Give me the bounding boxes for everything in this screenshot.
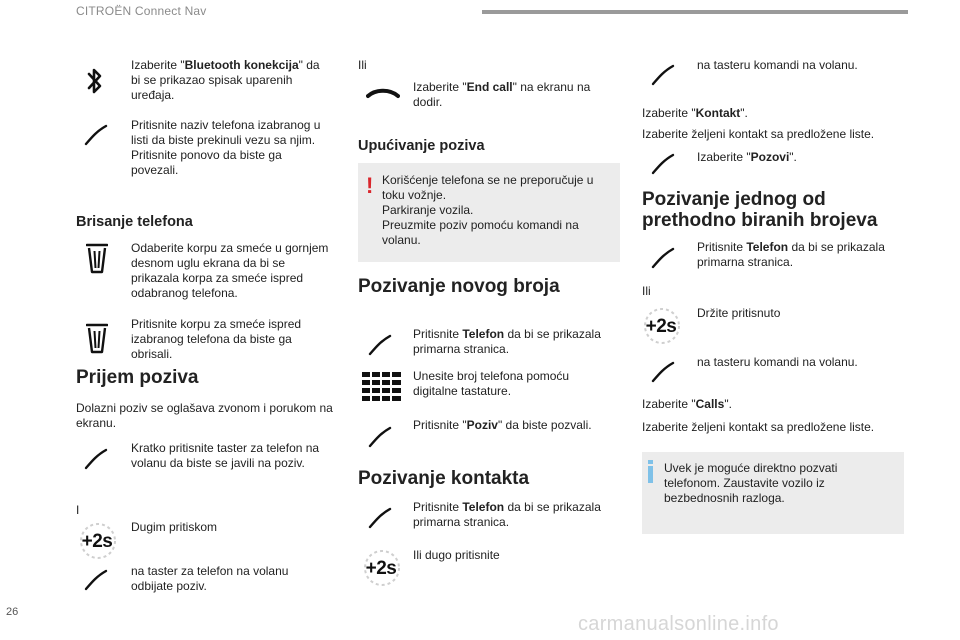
choose-contact-text-2: Izaberite željeni kontakt sa predložene liste. — [642, 420, 875, 434]
section-heading-new-number: Pozivanje novog broja — [358, 276, 560, 297]
watermark: carmanualsonline.info — [578, 613, 779, 635]
section-heading-delete-phone: Brisanje telefona — [76, 214, 193, 230]
section-heading-receive-call: Prijem poziva — [76, 367, 199, 388]
finger-tap-icon — [651, 63, 677, 87]
steering-control-text: na tasteru komandi na volanu. — [697, 58, 858, 72]
finger-tap-icon — [368, 333, 394, 357]
press-2s-icon: +2s — [76, 521, 116, 561]
or-connector-2: Ili — [642, 284, 651, 298]
long-press-instruction: Ili dugo pritisnite — [413, 548, 500, 562]
trash-icon — [86, 242, 108, 274]
warning-text: Korišćenje telefona se ne preporučuje u toku vožnje. Parkiranje vozila. Preuzmite poziv pomoću komandi na volanu. — [382, 173, 594, 247]
enter-number-instruction: Unesite broj telefona pomoću digitalne tastature. — [413, 369, 570, 398]
finger-tap-icon — [651, 360, 677, 384]
press-2s-icon: +2s — [640, 306, 680, 346]
finger-tap-icon — [84, 568, 110, 592]
header-bar — [482, 10, 908, 14]
bluetooth-icon — [86, 66, 104, 96]
section-heading-calling: Upućivanje poziva — [358, 138, 485, 154]
info-icon — [648, 460, 653, 464]
info-box — [642, 452, 904, 534]
receive-intro: Dolazni poziv se oglašava zvonom i porukom na ekranu. — [76, 401, 333, 430]
section-heading-call-contact: Pozivanje kontakta — [358, 468, 530, 489]
reject-instruction: na taster za telefon na volanu odbijate poziv. — [131, 564, 289, 593]
end-call-instruction: Izaberite "End call" na ekranu na dodir. — [413, 80, 591, 109]
open-phone-instruction-3: Pritisnite Telefon da bi se prikazala primarna stranica. — [697, 240, 885, 269]
select-calls-instruction: Izaberite "Calls". — [642, 397, 732, 411]
open-phone-instruction-2: Pritisnite Telefon da bi se prikazala primarna stranica. — [413, 500, 601, 529]
brand-header: CITROËN Connect Nav — [76, 4, 207, 18]
steering-control-text-2: na tasteru komandi na volanu. — [697, 355, 858, 369]
open-phone-instruction: Pritisnite Telefon da bi se prikazala primarna stranica. — [413, 327, 601, 356]
page-number: 26 — [6, 606, 19, 618]
section-heading-recent-calls: Pozivanje jednog od prethodno biranih brojeva — [642, 189, 878, 231]
and-connector: I — [76, 503, 80, 517]
finger-tap-icon — [84, 123, 110, 147]
keypad-icon — [362, 372, 402, 402]
bluetooth-instruction: Izaberite "Bluetooth konekcija" da bi se prikazao spisak uparenih uređaja. — [131, 58, 320, 102]
choose-contact-text: Izaberite željeni kontakt sa predložene liste. — [642, 127, 875, 141]
finger-tap-icon — [651, 152, 677, 176]
press-2s-icon: +2s — [360, 548, 400, 588]
answer-instruction: Kratko pritisnite taster za telefon na volanu da biste se javili na poziv. — [131, 441, 320, 470]
or-connector: Ili — [358, 58, 367, 72]
finger-tap-icon — [84, 447, 110, 471]
hold-press-label: Držite pritisnuto — [697, 306, 781, 320]
finger-tap-icon — [368, 425, 394, 449]
select-contact-instruction: Izaberite "Kontakt". — [642, 106, 748, 120]
warning-box — [358, 163, 620, 262]
place-call-instruction: Pritisnite "Poziv" da biste pozvali. — [413, 418, 592, 432]
trash-icon — [86, 322, 108, 354]
finger-tap-icon — [651, 246, 677, 270]
warning-icon: ! — [366, 173, 374, 198]
finger-tap-icon — [368, 506, 394, 530]
hang-up-icon — [366, 87, 400, 101]
info-text: Uvek je moguće direktno pozvati telefonom. Zaustavite vozilo iz bezbednosnih razloga. — [664, 461, 838, 505]
long-press-label: Dugim pritiskom — [131, 520, 218, 534]
call-contact-instruction: Izaberite "Pozovi". — [697, 150, 797, 164]
disconnect-instruction: Pritisnite naziv telefona izabranog u listi da biste prekinuli vezu sa njim. Pritisnite ponovo da biste ga povezali. — [131, 118, 321, 177]
delete-step-1: Odaberite korpu za smeće u gornjem desnom uglu ekrana da bi se prikazala korpa za smeće ispred odabranog telefona. — [131, 241, 329, 300]
delete-step-2: Pritisnite korpu za smeće ispred izabranog telefona da biste ga obrisali. — [131, 317, 302, 361]
